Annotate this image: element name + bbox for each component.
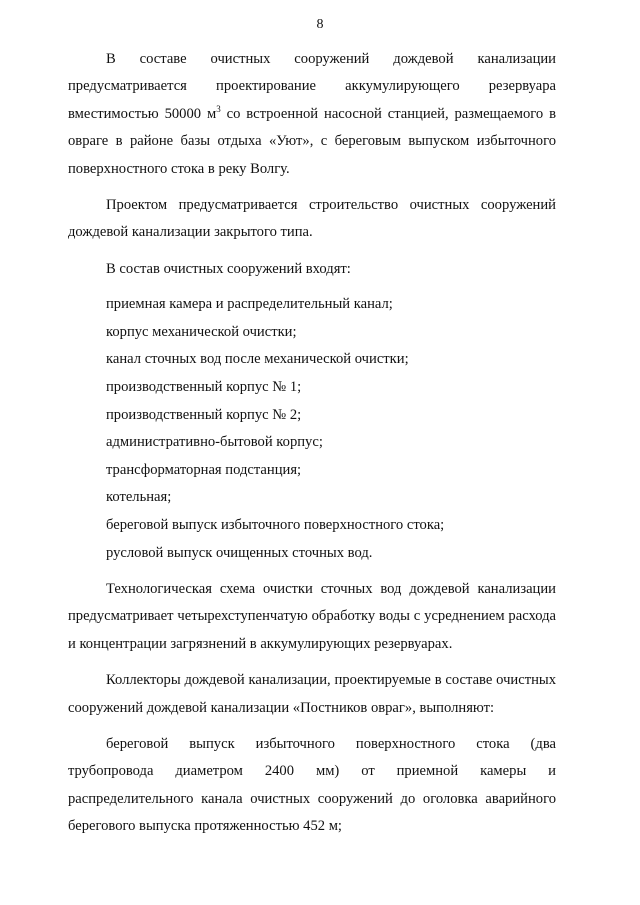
- document-body: [68, 46, 556, 841]
- paragraph-shore-outlet: береговой выпуск избыточного поверхностного стока (два трубопровода диаметром 2400 мм) от приемной камеры и распределительного канала очистных сооружений до оголовка аварийного берегового выпуска протяженностью 452 м;: [68, 736, 556, 835]
- facilities-list: [68, 291, 556, 567]
- paragraph-reservoir: [68, 46, 556, 183]
- list-item: приемная камера и распределительный канал;: [106, 296, 393, 313]
- page-number: 8: [316, 17, 324, 32]
- paragraph-treatment-scheme: Технологическая схема очистки сточных вод дождевой канализации предусматривает четырехступенчатую обработку воды с усреднением расхода и концентрации загрязнений в аккумулирующих резервуарах.: [68, 581, 556, 652]
- paragraph-closed-type: Проектом предусматривается строительство очистных сооружений дождевой канализации закрытого типа.: [68, 197, 556, 241]
- paragraph-reservoir-text-start: В составе очистных сооружений дождевой канализации предусматривается проектирование аккумулирующего резервуара вместимостью 50000 м: [68, 51, 556, 122]
- list-item: русловой выпуск очищенных сточных вод.: [106, 544, 373, 561]
- paragraph-collectors: Коллекторы дождевой канализации, проектируемые в составе очистных сооружений дождевой канализации «Постников овраг», выполняют:: [68, 672, 556, 716]
- list-item: корпус механической очистки;: [106, 323, 297, 340]
- list-item: береговой выпуск избыточного поверхностного стока;: [106, 517, 445, 533]
- list-item: канал сточных вод после механической очистки;: [106, 351, 409, 368]
- list-item: трансформаторная подстанция;: [106, 461, 302, 478]
- list-item: производственный корпус № 2;: [106, 406, 302, 423]
- list-item: котельная;: [106, 489, 172, 506]
- cubic-superscript: 3: [216, 103, 221, 114]
- paragraph-composition-intro: В состав очистных сооружений входят:: [106, 260, 351, 277]
- list-item: производственный корпус № 1;: [106, 379, 302, 396]
- paragraph-reservoir-text-end: со встроенной насосной станцией, размещаемого в овраге в районе базы отдыха «Уют», с береговым выпуском избыточного поверхностного стока в реку Волгу.: [68, 105, 556, 177]
- list-item: административно-бытовой корпус;: [106, 434, 323, 451]
